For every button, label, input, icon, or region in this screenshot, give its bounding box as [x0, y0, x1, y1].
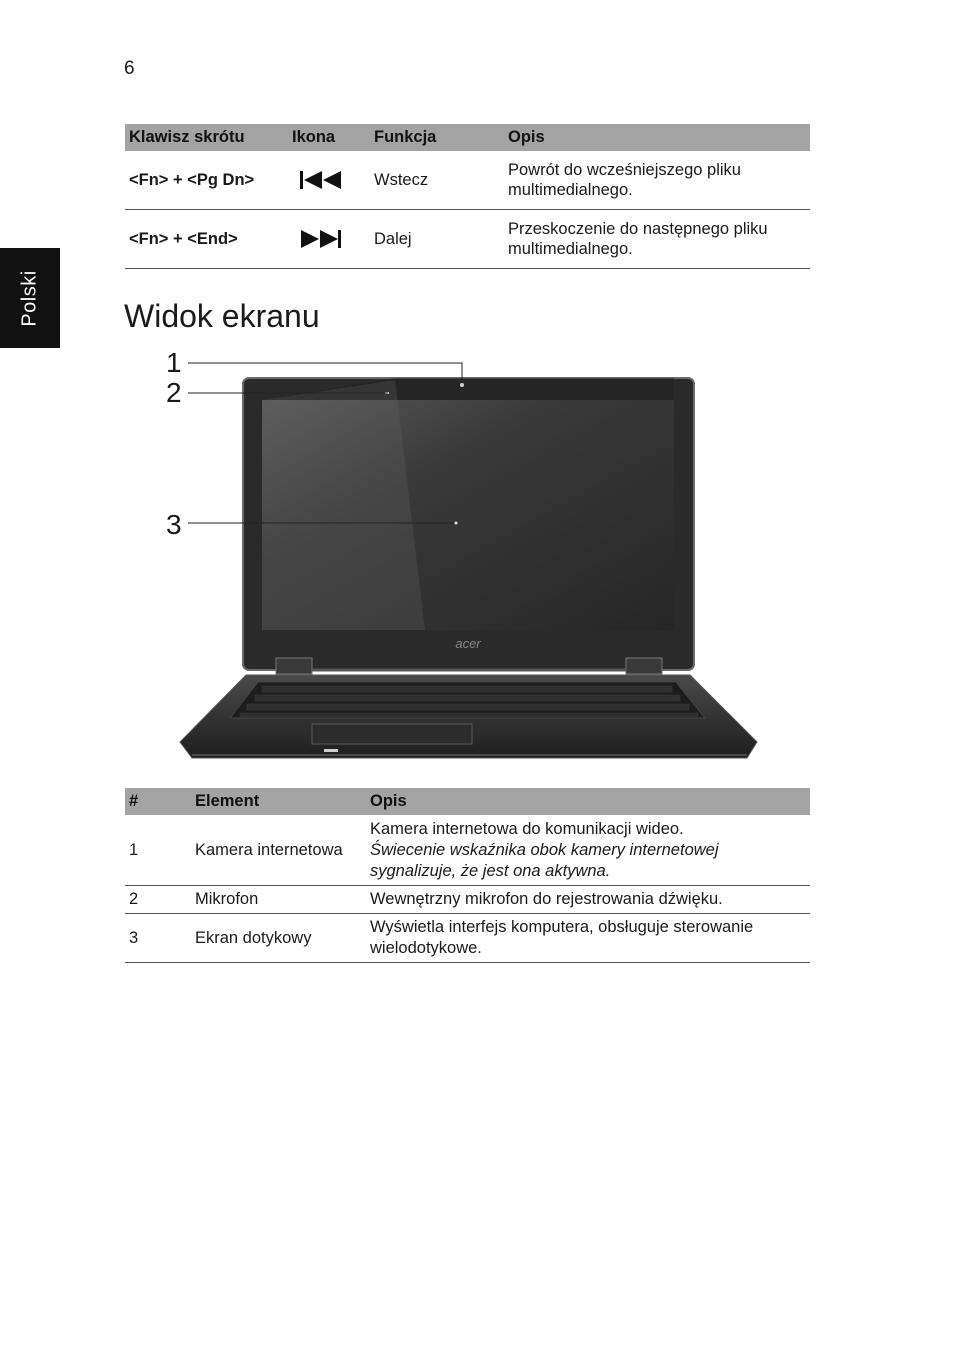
shortcut-description: Przeskoczenie do następnego pliku multimedialnego. — [504, 210, 810, 269]
page-number: 6 — [124, 58, 135, 79]
section-title: Widok ekranu — [124, 298, 320, 334]
element-note: Świecenie wskaźnika obok kamery internetowej sygnalizuje, że jest ona aktywna. — [370, 840, 719, 880]
element-description: Wyświetla interfejs komputera, obsługuje sterowanie wielodotykowe. — [366, 914, 810, 963]
previous-track-icon — [298, 169, 344, 191]
touchpad — [312, 724, 472, 744]
laptop-front-view-figure — [0, 340, 954, 780]
header-description: Opis — [366, 788, 810, 815]
header-icon: Ikona — [288, 124, 370, 151]
shortcut-function: Wstecz — [370, 151, 504, 210]
element-number: 3 — [125, 914, 191, 963]
element-name: Kamera internetowa — [191, 815, 366, 886]
callout-number: 1 — [166, 347, 182, 378]
shortcut-description: Powrót do wcześniejszego pliku multimedialnego. — [504, 151, 810, 210]
header-key: Klawisz skrótu — [125, 124, 288, 151]
shortcut-function: Dalej — [370, 210, 504, 269]
elements-table-header — [125, 788, 810, 815]
shortcut-table — [125, 124, 810, 269]
element-description-cell — [366, 815, 810, 886]
next-track-icon — [298, 228, 344, 250]
elements-table — [125, 788, 810, 963]
header-function: Funkcja — [370, 124, 504, 151]
callout-number: 2 — [166, 377, 182, 408]
element-name: Mikrofon — [191, 886, 366, 914]
language-tab-label: Polski — [18, 269, 41, 327]
table-row — [125, 815, 810, 886]
element-number: 2 — [125, 886, 191, 914]
header-description: Opis — [504, 124, 810, 151]
table-row — [125, 914, 810, 963]
shortcut-table-header — [125, 124, 810, 151]
shortcut-key: <Fn> + <Pg Dn> — [125, 151, 288, 210]
language-side-tab — [0, 248, 60, 348]
shortcut-key: <Fn> + <End> — [125, 210, 288, 269]
element-description: Wewnętrzny mikrofon do rejestrowania dźwięku. — [366, 886, 810, 914]
element-description: Kamera internetowa do komunikacji wideo. — [370, 819, 684, 838]
table-row — [125, 210, 810, 269]
header-element: Element — [191, 788, 366, 815]
element-name: Ekran dotykowy — [191, 914, 366, 963]
header-number: # — [125, 788, 191, 815]
brand-logo: acer — [455, 636, 481, 651]
callout-number: 3 — [166, 509, 182, 540]
table-row — [125, 886, 810, 914]
table-row — [125, 151, 810, 210]
webcam — [460, 383, 464, 387]
element-number: 1 — [125, 815, 191, 886]
